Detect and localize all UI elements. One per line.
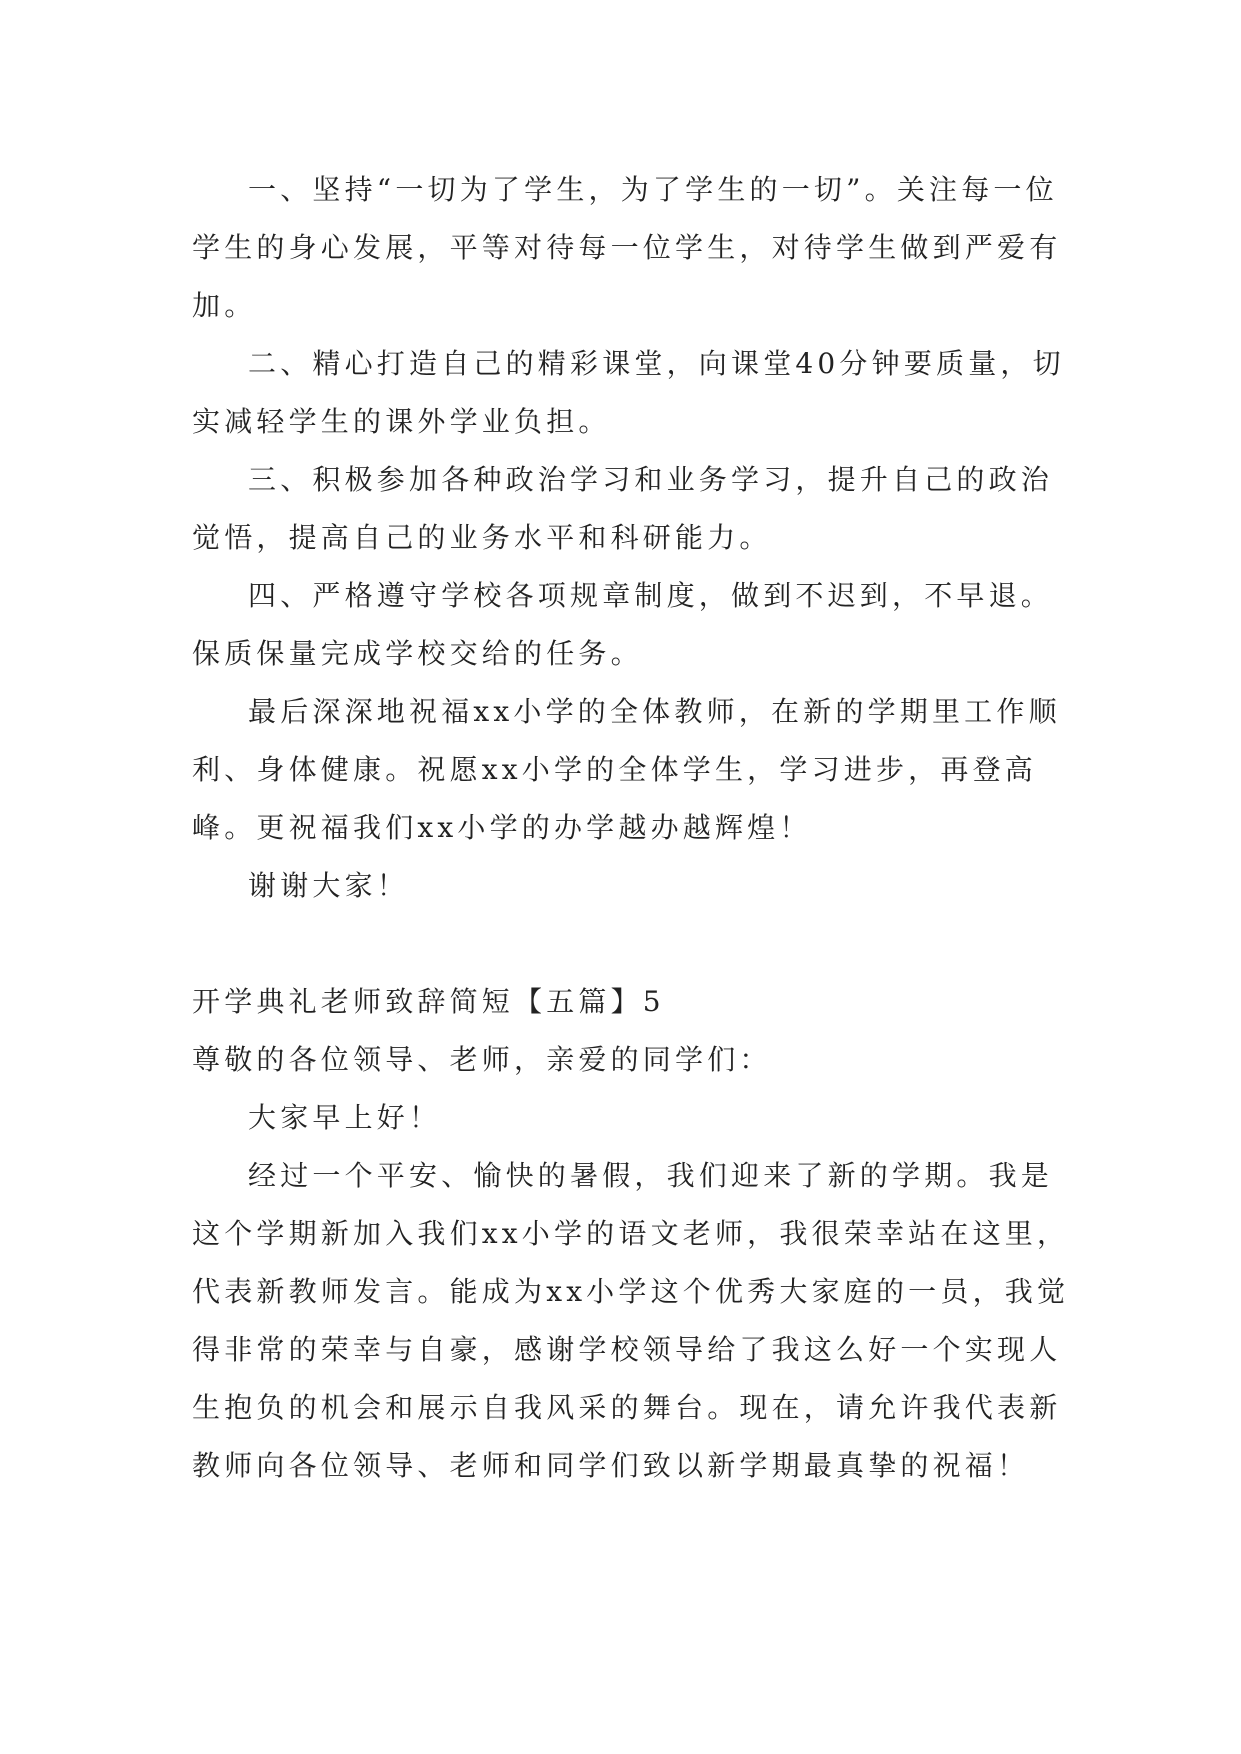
- paragraph-speech-body: 经过一个平安、愉快的暑假，我们迎来了新的学期。我是这个学期新加入我们xx小学的语文老师，我很荣幸站在这里，代表新教师发言。能成为xx小学这个优秀大家庭的一员，我觉得非常的荣幸与自豪，感谢学校领导给了我这么好一个实现人生抱负的机会和展示自我风采的舞台。现在，请允许我代表新教师向各位领导、老师和同学们致以新学期最真挚的祝福！: [192, 1159, 1070, 1482]
- section-spacer: [192, 915, 1072, 973]
- section-title: 开学典礼老师致辞简短【五篇】5: [192, 985, 665, 1018]
- paragraph-blessing: 最后深深地祝福xx小学的全体教师，在新的学期里工作顺利、身体健康。祝愿xx小学的全体学生，学习进步，再登高峰。更祝福我们xx小学的办学越办越辉煌！: [192, 695, 1061, 844]
- paragraph-point-one: 一、坚持“一切为了学生，为了学生的一切”。关注每一位学生的身心发展，平等对待每一位学生，对待学生做到严爱有加。: [192, 173, 1062, 322]
- paragraph-point-four: 四、严格遵守学校各项规章制度，做到不迟到，不早退。保质保量完成学校交给的任务。: [192, 579, 1054, 670]
- document-body: [192, 161, 1072, 1495]
- salutation: 尊敬的各位领导、老师，亲爱的同学们：: [192, 1043, 772, 1076]
- paragraph-greeting: 大家早上好！: [248, 1101, 442, 1134]
- paragraph-point-two: 二、精心打造自己的精彩课堂，向课堂40分钟要质量，切实减轻学生的课外学业负担。: [192, 347, 1065, 438]
- paragraph-thanks: 谢谢大家！: [248, 869, 410, 902]
- paragraph-point-three: 三、积极参加各种政治学习和业务学习，提升自己的政治觉悟，提高自己的业务水平和科研能力。: [192, 463, 1054, 554]
